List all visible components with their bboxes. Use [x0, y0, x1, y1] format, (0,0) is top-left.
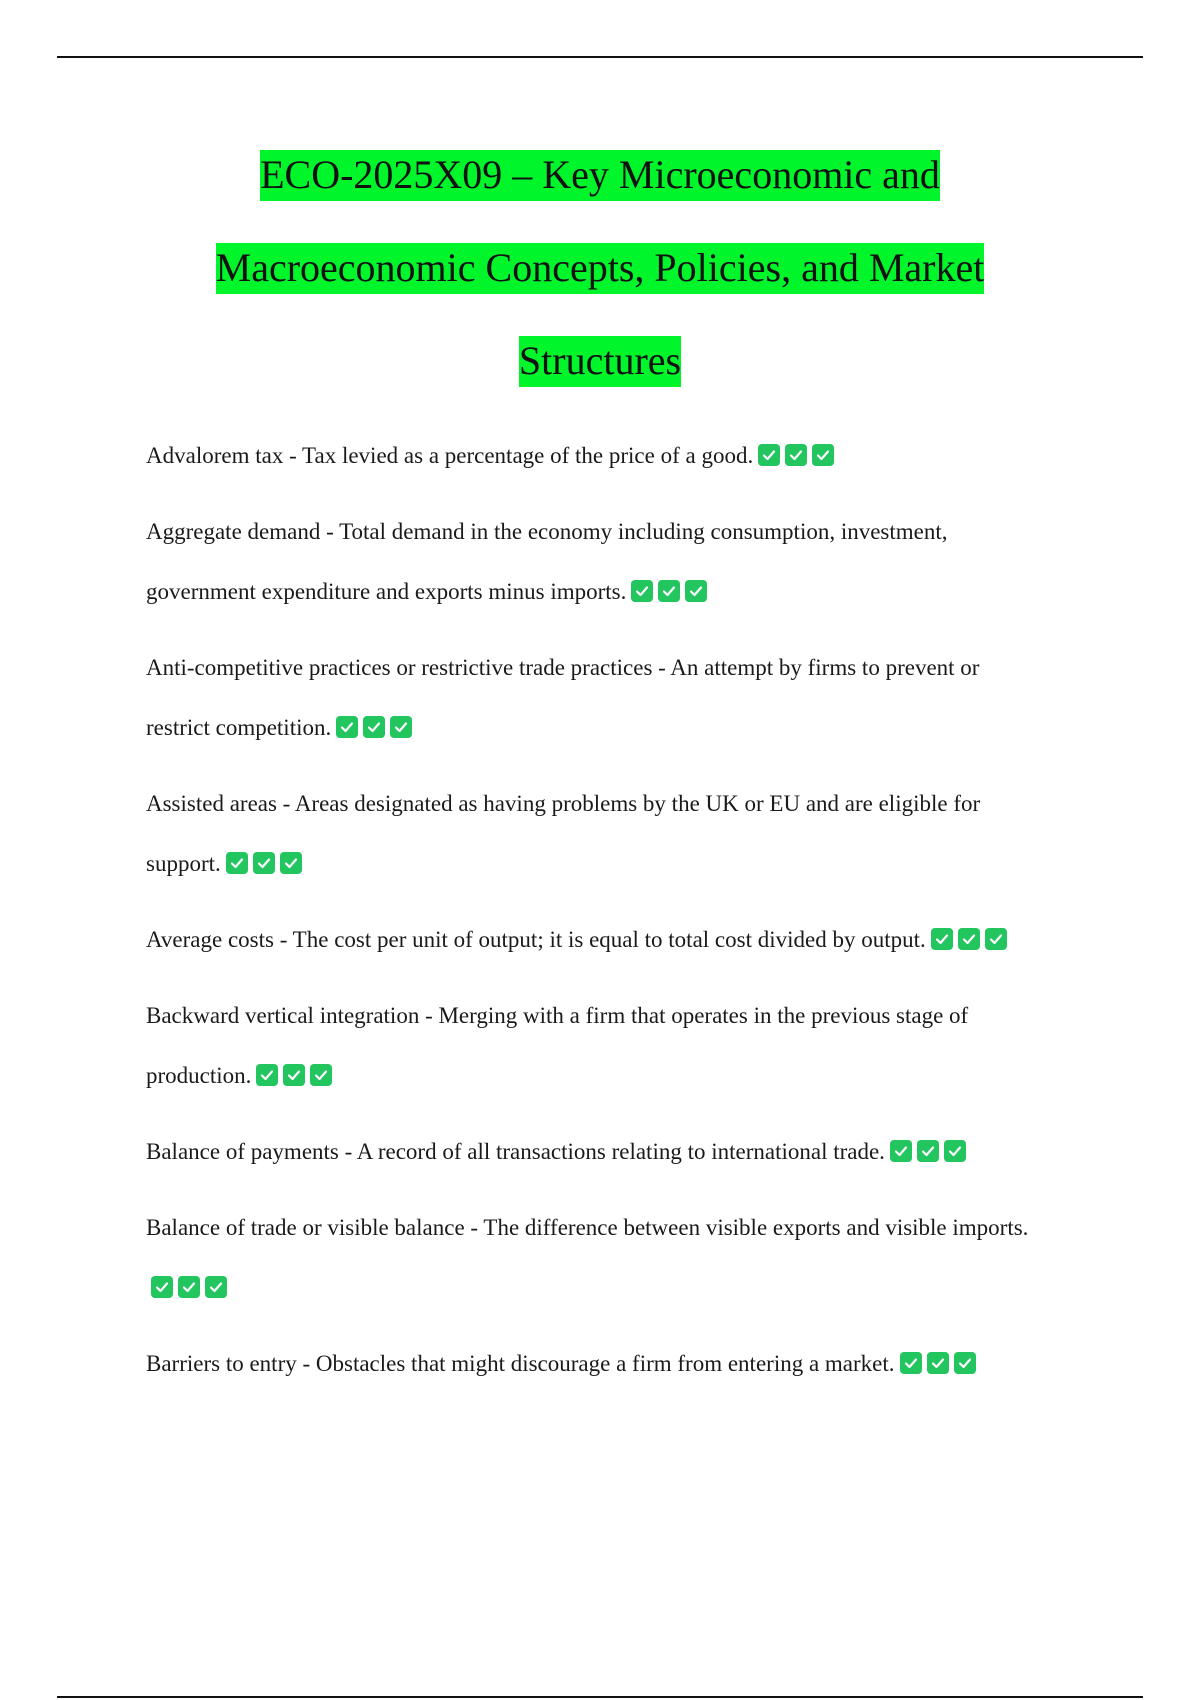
top-rule [57, 56, 1143, 58]
check-group [251, 1063, 332, 1088]
glossary-entry-text: Assisted areas - Areas designated as having problems by the UK or EU and are eligible for support. [146, 791, 981, 876]
check-mark-icon [363, 716, 385, 738]
glossary-entry [146, 638, 1046, 758]
glossary-entry [146, 774, 1046, 894]
check-mark-icon [985, 928, 1007, 950]
check-mark-icon [390, 716, 412, 738]
glossary-list [146, 426, 1046, 1410]
check-mark-icon [256, 1064, 278, 1086]
glossary-entry [146, 426, 1046, 486]
check-mark-icon [631, 580, 653, 602]
check-mark-icon [205, 1276, 227, 1298]
glossary-entry-text: Barriers to entry - Obstacles that might discourage a firm from entering a market. [146, 1351, 895, 1376]
check-mark-icon [151, 1276, 173, 1298]
check-mark-icon [927, 1352, 949, 1374]
check-mark-icon [283, 1064, 305, 1086]
check-group [885, 1139, 966, 1164]
glossary-entry [146, 502, 1046, 622]
check-mark-icon [226, 852, 248, 874]
check-group [626, 579, 707, 604]
check-mark-icon [954, 1352, 976, 1374]
check-mark-icon [310, 1064, 332, 1086]
title-line-1: ECO-2025X09 – Key Microeconomic and [260, 150, 940, 201]
check-mark-icon [812, 444, 834, 466]
title-line-2: Macroeconomic Concepts, Policies, and Market [216, 243, 985, 294]
glossary-entry-text: Average costs - The cost per unit of output; it is equal to total cost divided by output. [146, 927, 926, 952]
check-mark-icon [900, 1352, 922, 1374]
check-group [895, 1351, 976, 1376]
check-group [146, 1275, 227, 1300]
glossary-entry [146, 986, 1046, 1106]
check-mark-icon [336, 716, 358, 738]
check-group [221, 851, 302, 876]
glossary-entry [146, 1334, 1046, 1394]
check-mark-icon [890, 1140, 912, 1162]
glossary-entry [146, 910, 1046, 970]
check-mark-icon [944, 1140, 966, 1162]
check-mark-icon [758, 444, 780, 466]
check-mark-icon [178, 1276, 200, 1298]
check-group [753, 443, 834, 468]
glossary-entry [146, 1198, 1046, 1318]
check-group [926, 927, 1007, 952]
check-group [331, 715, 412, 740]
check-mark-icon [253, 852, 275, 874]
check-mark-icon [931, 928, 953, 950]
glossary-entry-text: Backward vertical integration - Merging with a firm that operates in the previous stage of production. [146, 1003, 969, 1088]
glossary-entry-text: Balance of trade or visible balance - The difference between visible exports and visible imports. [146, 1215, 1029, 1240]
bottom-rule [57, 1696, 1143, 1698]
glossary-entry-text: Anti-competitive practices or restrictive trade practices - An attempt by firms to prevent or restrict competition. [146, 655, 980, 740]
glossary-entry [146, 1122, 1046, 1182]
glossary-entry-text: Advalorem tax - Tax levied as a percentage of the price of a good. [146, 443, 754, 468]
check-mark-icon [280, 852, 302, 874]
check-mark-icon [917, 1140, 939, 1162]
check-mark-icon [958, 928, 980, 950]
title-line-3: Structures [519, 336, 681, 387]
check-mark-icon [658, 580, 680, 602]
check-mark-icon [685, 580, 707, 602]
glossary-entry-text: Balance of payments - A record of all transactions relating to international trade. [146, 1139, 885, 1164]
glossary-entry-text: Aggregate demand - Total demand in the economy including consumption, investment, government expenditure and exports minus imports. [146, 519, 948, 604]
check-mark-icon [785, 444, 807, 466]
document-title [100, 128, 1100, 407]
